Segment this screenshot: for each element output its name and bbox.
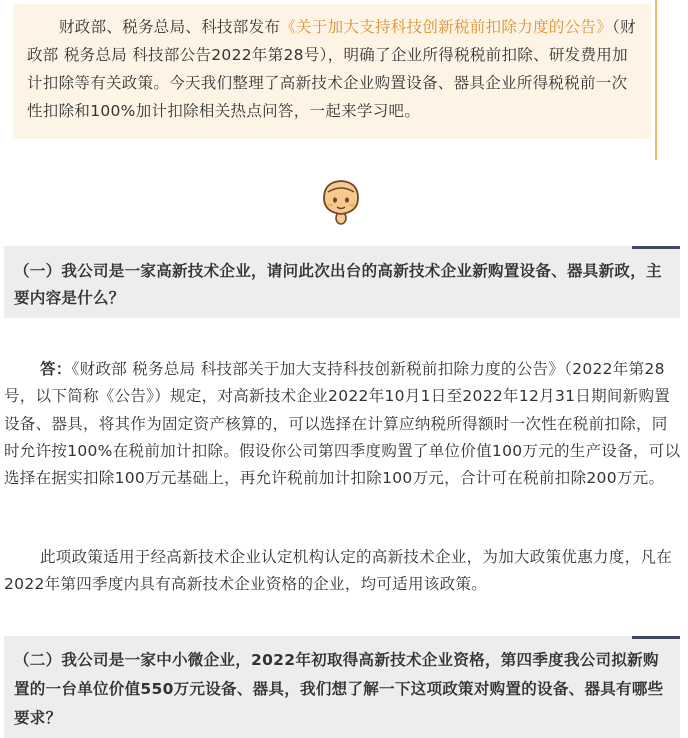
question-2-box [4, 636, 680, 738]
intro-box [13, 4, 651, 139]
pointing-hand-mascot-icon [318, 176, 364, 226]
answer-1-paragraph [4, 356, 682, 492]
question-accent-bar [632, 246, 680, 249]
question-1-box [4, 246, 680, 318]
question-accent-bar [632, 636, 680, 639]
intro-prefix: 财政部、税务总局、科技部发布 [59, 18, 281, 36]
answer-label: 答： [40, 360, 72, 378]
answer-1-followup-paragraph [4, 544, 682, 599]
intro-text: （财政部 税务总局 科技部公告2022年第28号），明确了企业所得税税前扣除、研发费用加计扣除等有关政策。今天我们整理了高新技术企业购置设备、器具企业所得税税前一次性扣除和100%加计扣除相关热点问答，一起来学习吧。 [27, 18, 636, 120]
answer-1-text: 《财政部 税务总局 科技部关于加大支持科技创新税前扣除力度的公告》（2022年第28号，以下简称《公告》）规定，对高新技术企业2022年10月1日至2022年12月31日期间新购置设备、器具，将其作为固定资产核算的，可以选择在计算应纳税所得额时一次性在税前扣除，同时允许按100%在税前加计扣除。假设你公司第四季度购置了单位价值100万元的生产设备，可以选择在据实扣除100万元基础上，再允许税前加计扣除100万元，合计可在税前扣除200万元。 [4, 360, 681, 488]
intro-side-line [655, 0, 657, 160]
answer-1-followup-text: 此项政策适用于经高新技术企业认定机构认定的高新技术企业，为加大政策优惠力度，凡在2022年第四季度内具有高新技术企业资格的企业，均可适用该政策。 [4, 548, 673, 594]
announcement-link[interactable]: 《关于加大支持科技创新税前扣除力度的公告》 [280, 18, 613, 36]
question-2-text: （二）我公司是一家中小微企业，2022年初取得高新技术企业资格，第四季度我公司拟新购置的一台单位价值550万元设备、器具，我们想了解一下这项政策对购置的设备、器具有哪些要求？ [14, 651, 664, 727]
question-1-text: （一）我公司是一家高新技术企业，请问此次出台的高新技术企业新购置设备、器具新政，主要内容是什么？ [14, 262, 662, 307]
